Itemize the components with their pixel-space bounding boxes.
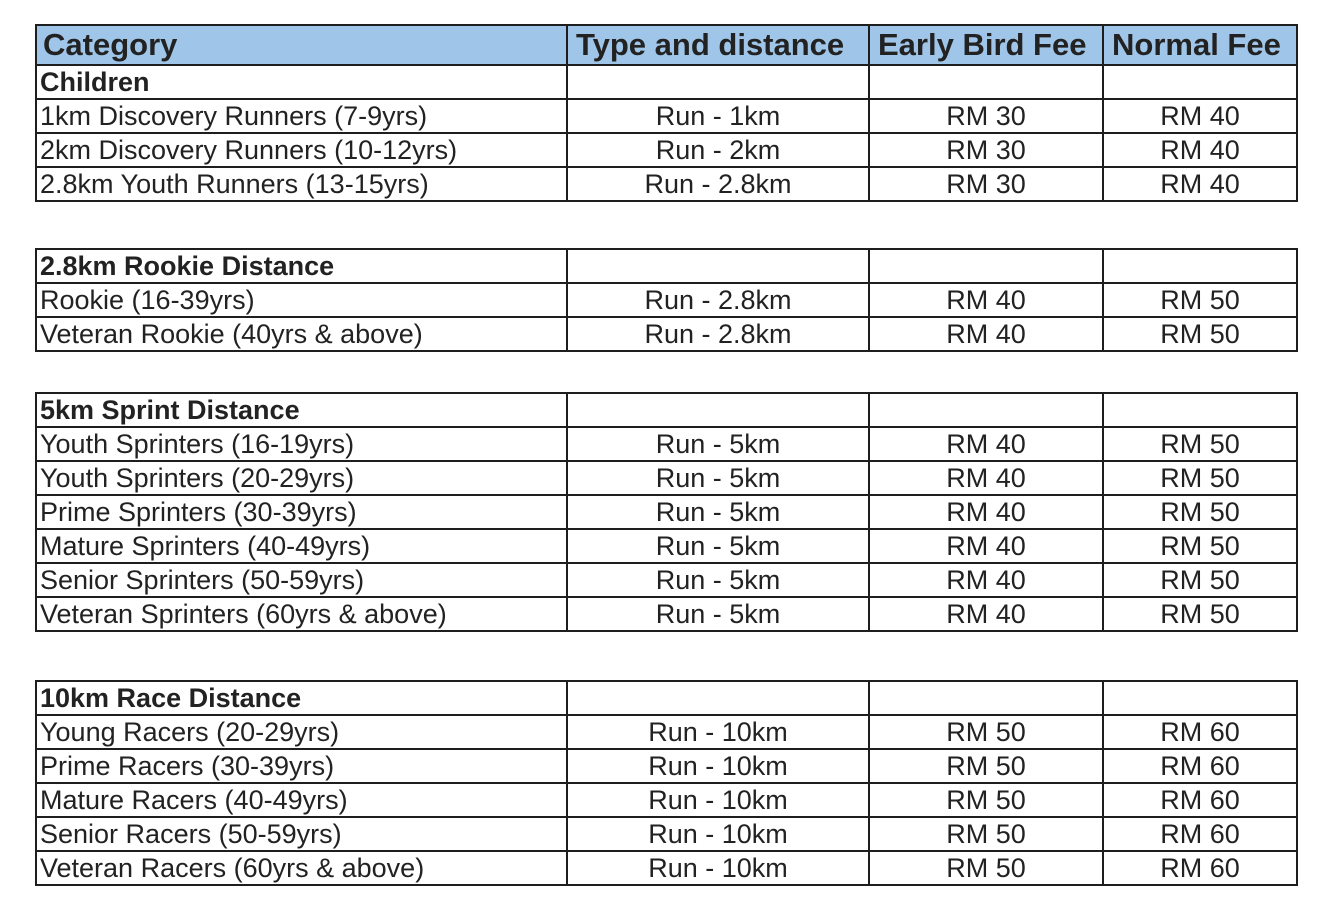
empty-cell [869,393,1103,427]
type-cell: Run - 2.8km [567,317,869,351]
category-cell: Youth Sprinters (20-29yrs) [36,461,567,495]
normal-fee-cell: RM 60 [1103,851,1297,885]
category-cell: Prime Sprinters (30-39yrs) [36,495,567,529]
early-fee-cell: RM 40 [869,495,1103,529]
table-row [36,817,1297,851]
table-row [36,529,1297,563]
category-cell: Veteran Racers (60yrs & above) [36,851,567,885]
table-header-row [36,25,1297,65]
table-row [36,167,1297,201]
fee-table-sprint [35,392,1298,632]
normal-fee-cell: RM 50 [1103,529,1297,563]
early-fee-cell: RM 40 [869,597,1103,631]
normal-fee-cell: RM 50 [1103,283,1297,317]
section-title: 10km Race Distance [36,681,567,715]
table-row [36,427,1297,461]
early-fee-cell: RM 40 [869,317,1103,351]
type-cell: Run - 2.8km [567,167,869,201]
type-cell: Run - 10km [567,817,869,851]
empty-cell [869,65,1103,99]
normal-fee-cell: RM 50 [1103,563,1297,597]
normal-fee-cell: RM 60 [1103,817,1297,851]
header-normal-fee: Normal Fee [1103,25,1297,65]
table-row [36,783,1297,817]
empty-cell [567,393,869,427]
fee-table-rookie [35,248,1298,352]
early-fee-cell: RM 40 [869,529,1103,563]
type-cell: Run - 10km [567,749,869,783]
early-fee-cell: RM 50 [869,851,1103,885]
normal-fee-cell: RM 50 [1103,597,1297,631]
early-fee-cell: RM 40 [869,461,1103,495]
table-row [36,851,1297,885]
category-cell: Young Racers (20-29yrs) [36,715,567,749]
normal-fee-cell: RM 40 [1103,133,1297,167]
early-fee-cell: RM 50 [869,749,1103,783]
header-early-bird-fee: Early Bird Fee [869,25,1103,65]
early-fee-cell: RM 30 [869,167,1103,201]
section-row [36,393,1297,427]
empty-cell [1103,393,1297,427]
early-fee-cell: RM 50 [869,817,1103,851]
type-cell: Run - 1km [567,99,869,133]
normal-fee-cell: RM 50 [1103,495,1297,529]
category-cell: Veteran Sprinters (60yrs & above) [36,597,567,631]
fee-table-children [35,24,1298,202]
section-title: 2.8km Rookie Distance [36,249,567,283]
category-cell: Senior Sprinters (50-59yrs) [36,563,567,597]
table-row [36,597,1297,631]
normal-fee-cell: RM 60 [1103,715,1297,749]
early-fee-cell: RM 40 [869,563,1103,597]
section-title: Children [36,65,567,99]
category-cell: 1km Discovery Runners (7-9yrs) [36,99,567,133]
section-row [36,681,1297,715]
type-cell: Run - 10km [567,783,869,817]
empty-cell [869,249,1103,283]
header-category: Category [36,25,567,65]
empty-cell [1103,681,1297,715]
empty-cell [567,249,869,283]
table-row [36,495,1297,529]
empty-cell [567,65,869,99]
type-cell: Run - 5km [567,461,869,495]
type-cell: Run - 10km [567,851,869,885]
table-row [36,749,1297,783]
normal-fee-cell: RM 60 [1103,749,1297,783]
type-cell: Run - 2km [567,133,869,167]
table-row [36,715,1297,749]
empty-cell [869,681,1103,715]
section-row [36,65,1297,99]
type-cell: Run - 5km [567,563,869,597]
table-row [36,563,1297,597]
empty-cell [567,681,869,715]
category-cell: Youth Sprinters (16-19yrs) [36,427,567,461]
normal-fee-cell: RM 50 [1103,317,1297,351]
table-row [36,99,1297,133]
normal-fee-cell: RM 40 [1103,167,1297,201]
type-cell: Run - 2.8km [567,283,869,317]
category-cell: Mature Racers (40-49yrs) [36,783,567,817]
early-fee-cell: RM 30 [869,133,1103,167]
category-cell: Veteran Rookie (40yrs & above) [36,317,567,351]
table-row [36,283,1297,317]
table-row [36,317,1297,351]
category-cell: Senior Racers (50-59yrs) [36,817,567,851]
fee-table-race [35,680,1298,886]
type-cell: Run - 5km [567,427,869,461]
section-row [36,249,1297,283]
type-cell: Run - 5km [567,597,869,631]
category-cell: 2km Discovery Runners (10-12yrs) [36,133,567,167]
type-cell: Run - 10km [567,715,869,749]
early-fee-cell: RM 30 [869,99,1103,133]
type-cell: Run - 5km [567,529,869,563]
type-cell: Run - 5km [567,495,869,529]
empty-cell [1103,65,1297,99]
normal-fee-cell: RM 60 [1103,783,1297,817]
section-title: 5km Sprint Distance [36,393,567,427]
header-type-distance: Type and distance [567,25,869,65]
category-cell: 2.8km Youth Runners (13-15yrs) [36,167,567,201]
category-cell: Rookie (16-39yrs) [36,283,567,317]
early-fee-cell: RM 40 [869,283,1103,317]
table-row [36,461,1297,495]
category-cell: Mature Sprinters (40-49yrs) [36,529,567,563]
early-fee-cell: RM 50 [869,715,1103,749]
normal-fee-cell: RM 50 [1103,427,1297,461]
table-row [36,133,1297,167]
early-fee-cell: RM 50 [869,783,1103,817]
normal-fee-cell: RM 40 [1103,99,1297,133]
empty-cell [1103,249,1297,283]
normal-fee-cell: RM 50 [1103,461,1297,495]
category-cell: Prime Racers (30-39yrs) [36,749,567,783]
early-fee-cell: RM 40 [869,427,1103,461]
